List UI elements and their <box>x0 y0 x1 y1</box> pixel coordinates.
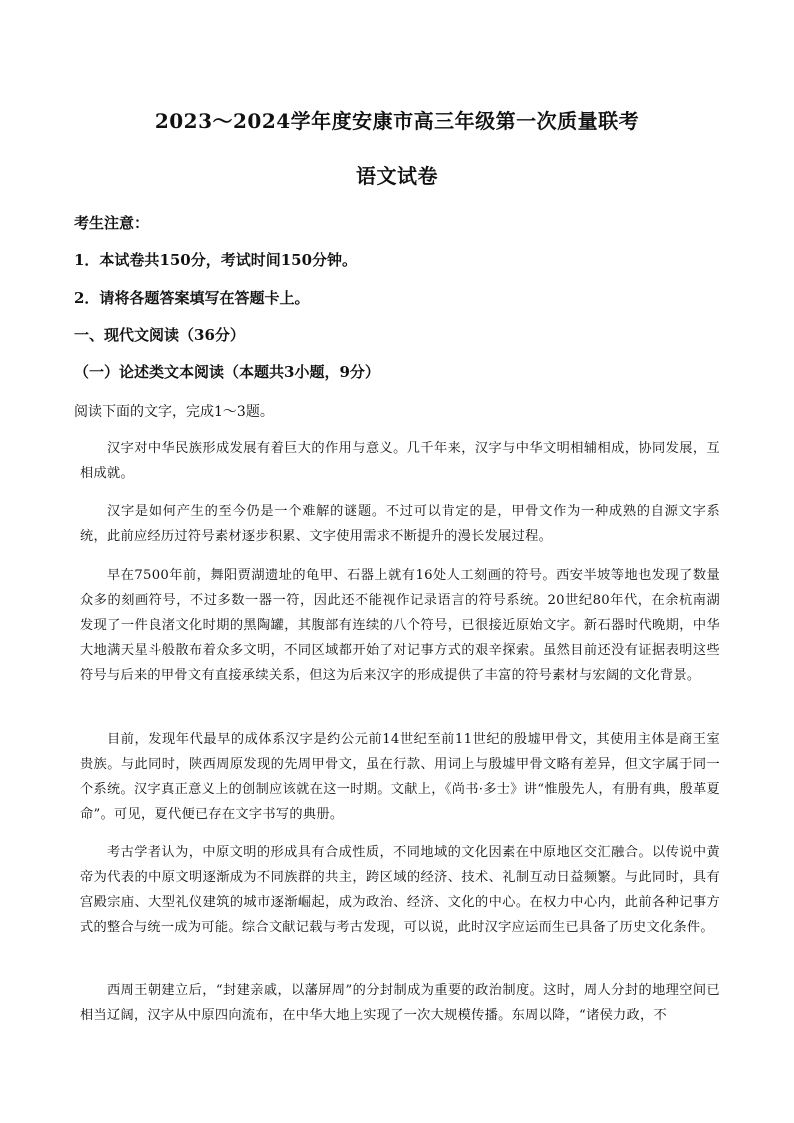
section-subheading: （一）论述类文本阅读（本题共3小题，9分） <box>74 363 380 381</box>
exam-subtitle: 语文试卷 <box>356 164 438 188</box>
passage-paragraph: 考古学者认为，中原文明的形成具有合成性质，不同地域的文化因素在中原地区交汇融合。以传说中黄帝为代表的中原文明逐渐成为不同族群的共主，跨区域的经济、技术、礼制互动日益频繁。与此同时，具有宫殿宗庙、大型礼仪建筑的城市逐渐崛起，成为政治、经济、文化的中心。在权力中心内，此前各种记事方式的整合与统一成为可能。综合文献记载与考古发现，可以说，此时汉字应运而生已具备了历史文化条件。 <box>80 845 720 935</box>
passage-paragraph: 西周王朝建立后，“封建亲戚，以藩屏周”的分封制成为重要的政治制度。这时，周人分封的地理空间已相当辽阔，汉字从中原四向流布，在中华大地上实现了一次大规模传播。东周以降，“诸侯力政，不 <box>80 983 720 1023</box>
notice-item: 1．本试卷共150分，考试时间150分钟。 <box>74 251 358 269</box>
notice-item: 2．请将各题答案填写在答题卡上。 <box>74 289 310 307</box>
passage-paragraph: 目前，发现年代最早的成体系汉字是约公元前14世纪至前11世纪的殷墟甲骨文，其使用主体是商王室贵族。与此同时，陕西周原发现的先周甲骨文，虽在行款、用词上与殷墟甲骨文略有差异，但文字属于同一个系统。汉字真正意义上的创制应该就在这一时期。文献上，《尚书·多士》讲“惟殷先人，有册有典，殷革夏命”。可见，夏代便已存在文字书写的典册。 <box>80 732 720 822</box>
reading-instruction: 阅读下面的文字，完成1～3题。 <box>74 404 274 420</box>
passage-paragraph: 汉字是如何产生的至今仍是一个难解的谜题。不过可以肯定的是，甲骨文作为一种成熟的自源文字系统，此前应经历过符号素材逐步积累、文字使用需求不断提升的漫长发展过程。 <box>80 504 720 544</box>
notice-heading: 考生注意： <box>74 214 150 232</box>
passage-paragraph: 早在7500年前，舞阳贾湖遗址的龟甲、石器上就有16处人工刻画的符号。西安半坡等地也发现了数量众多的刻画符号，不过多数一器一符，因此还不能视作记录语言的符号系统。20世纪80年代，在余杭南湖发现了一件良渚文化时期的黑陶罐，其腹部有连续的八个符号，已很接近原始文字。新石器时代晚期，中华大地满天星斗般散布着众多文明，不同区域都开始了对记事方式的艰辛探索。虽然目前还没有证据表明这些符号与后来的甲骨文有直接承续关系，但这为后来汉字的形成提供了丰富的符号素材与宏阔的文化背景。 <box>80 568 720 683</box>
exam-title: 2023～2024学年度安康市高三年级第一次质量联考 <box>154 109 640 133</box>
passage-paragraph: 汉字对中华民族形成发展有着巨大的作用与意义。几千年来，汉字与中华文明相辅相成，协同发展，互相成就。 <box>80 441 720 481</box>
section-heading: 一、现代文阅读（36分） <box>74 326 245 344</box>
